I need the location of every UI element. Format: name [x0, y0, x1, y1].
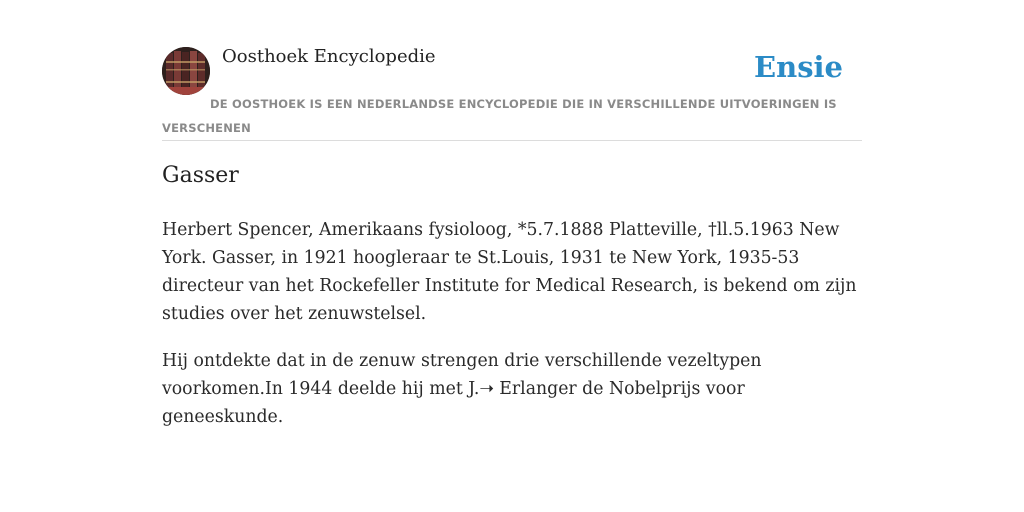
article-paragraph: Hij ontdekte dat in de zenuw strengen drie verschillende vezeltypen voorkomen.In 1944 deelde hij met J.➝ Erlanger de Nobelprijs voor geneeskunde.	[162, 351, 762, 427]
article-paragraph: Herbert Spencer, Amerikaans fysioloog, *5.7.1888 Platteville, †ll.5.1963 New York. Gasser, in 1921 hoogleraar te St.Louis, 1931 te New York, 1935-53 directeur van het Rockefeller Institute for Medical Research, is bekend om zijn studies over het zenuwstelsel.	[162, 220, 857, 324]
article-title: Gasser	[162, 163, 239, 188]
site-header	[162, 0, 862, 141]
page-container	[162, 0, 862, 427]
site-tagline: DE OOSTHOEK IS EEN NEDERLANDSE ENCYCLOPEDIE DIE IN VERSCHILLENDE UITVOERINGEN IS VERSCHENEN	[162, 97, 837, 135]
ensie-logo[interactable]: Ensie	[754, 50, 843, 84]
article-body	[162, 216, 864, 450]
book-spines-icon[interactable]	[162, 47, 210, 95]
site-title[interactable]: Oosthoek Encyclopedie	[222, 46, 436, 67]
